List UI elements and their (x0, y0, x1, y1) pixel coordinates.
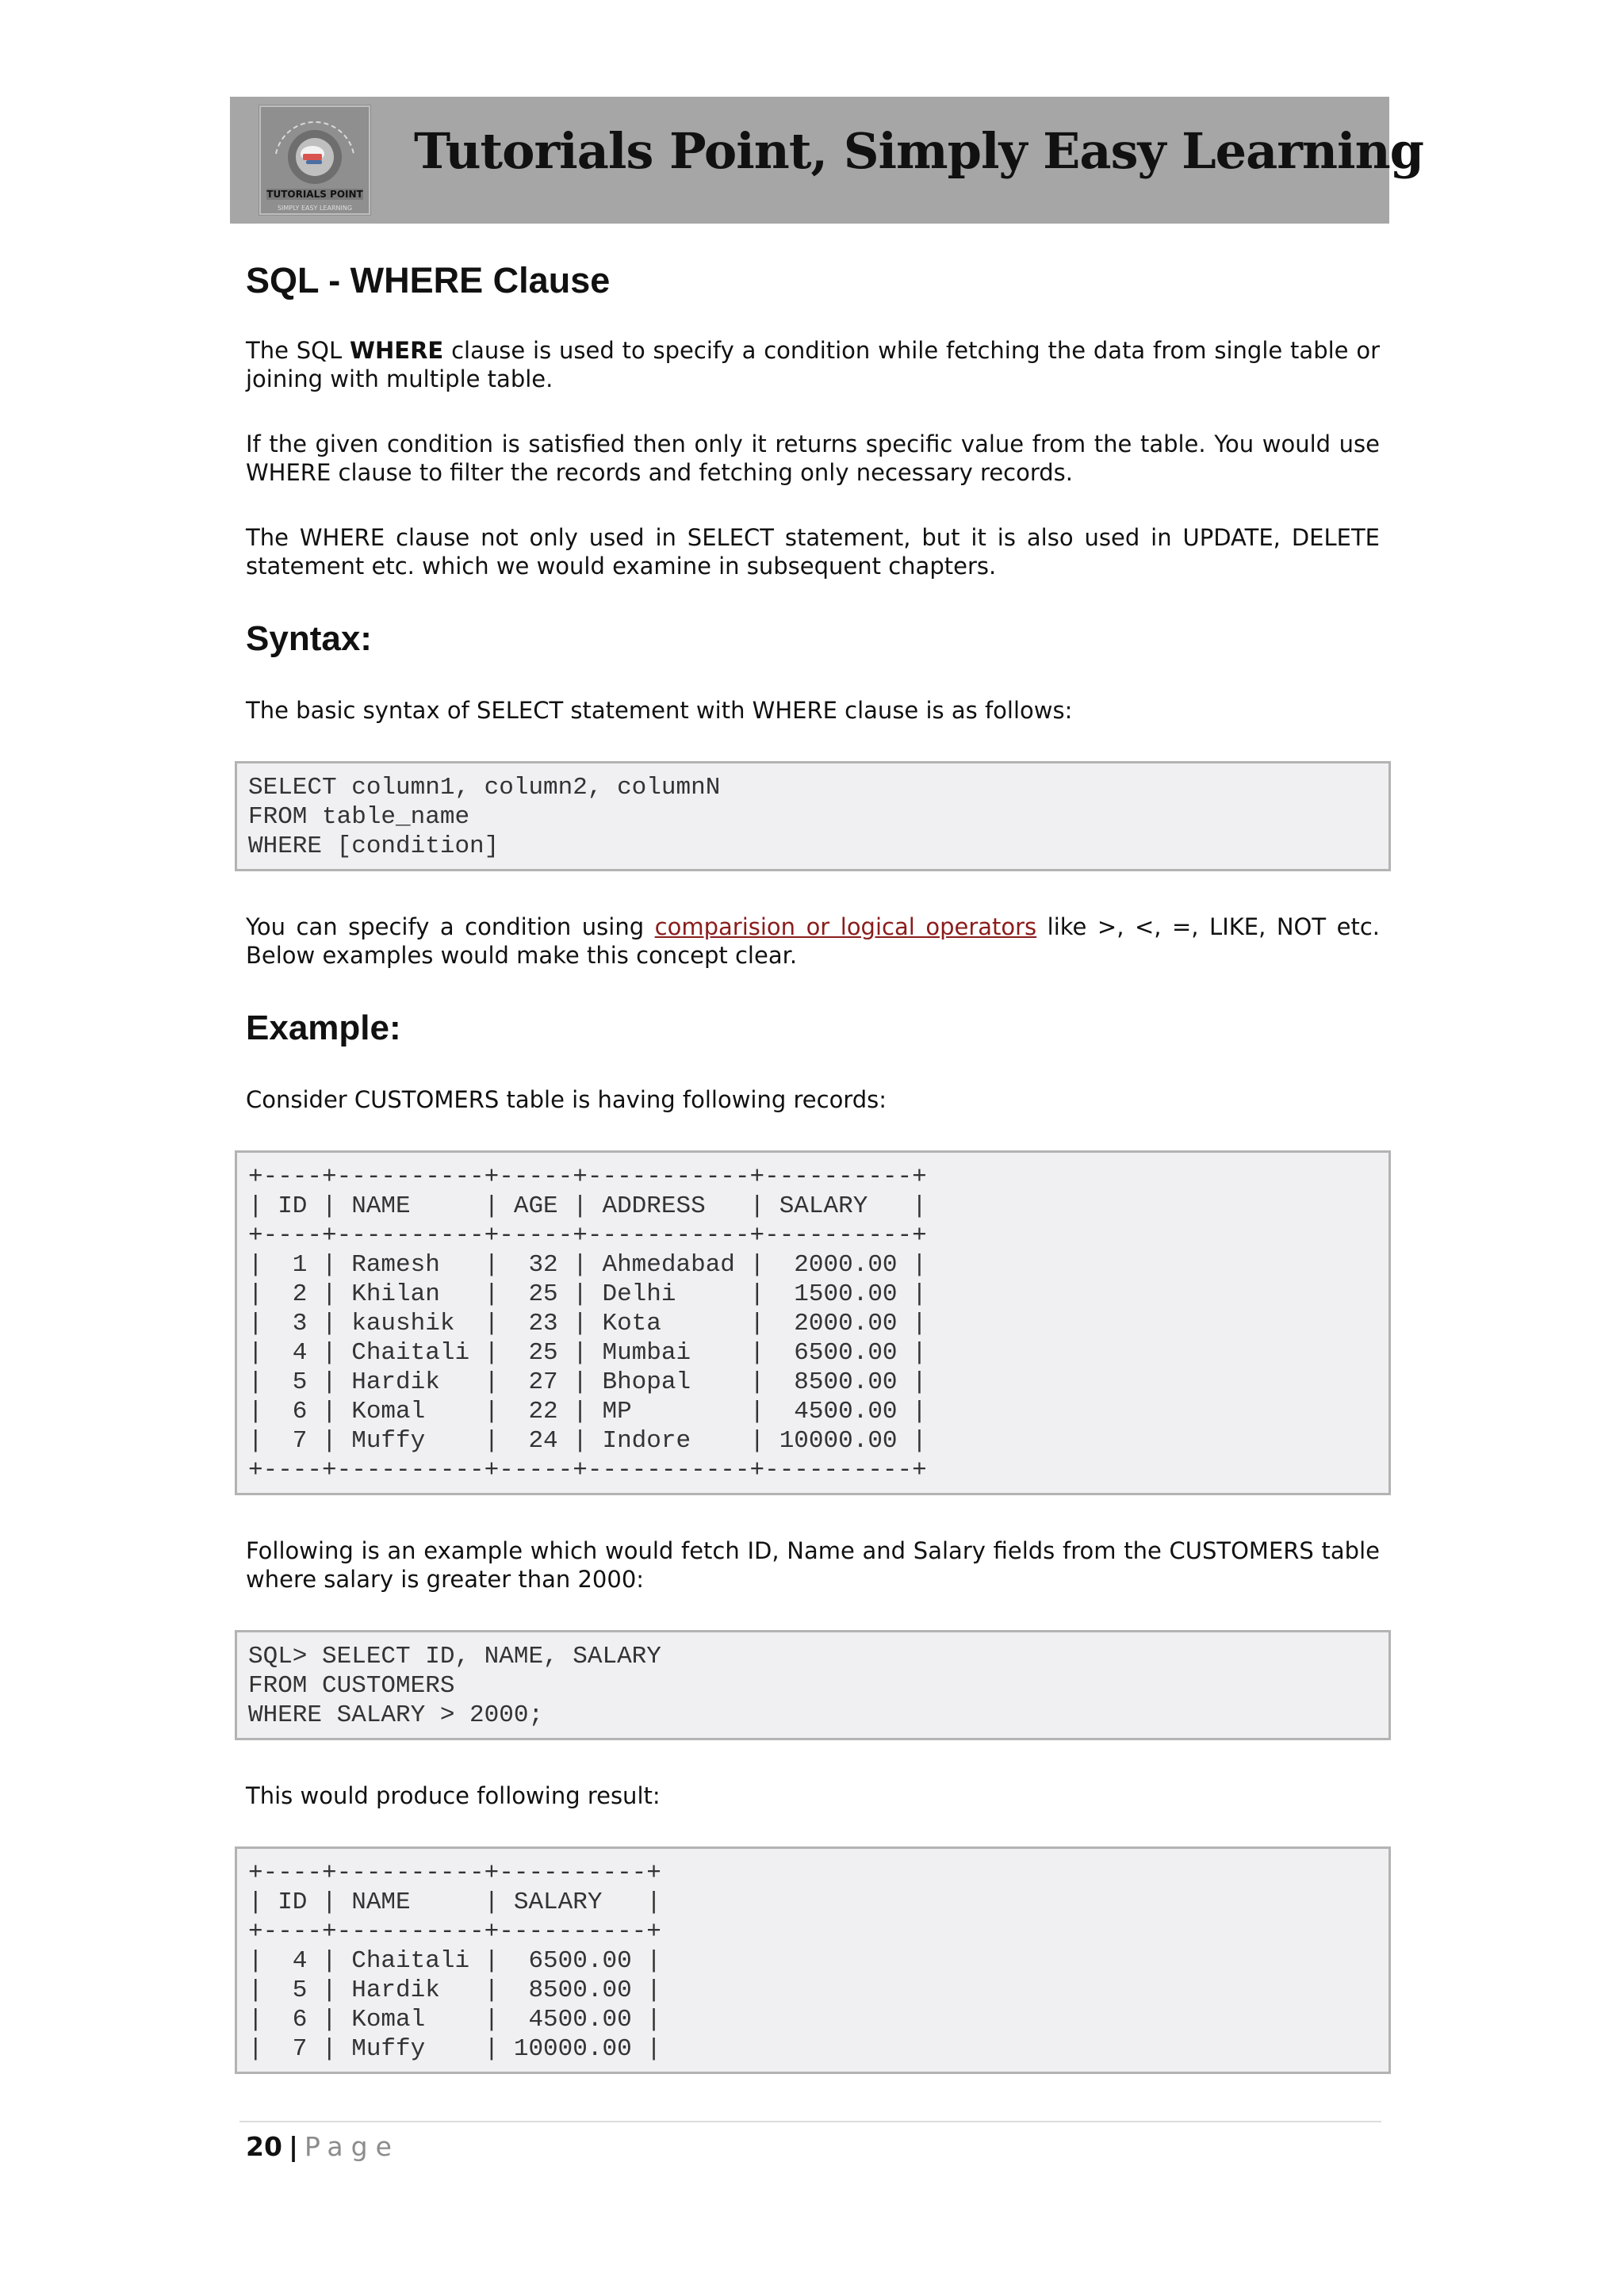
code-line: SELECT column1, column2, columnN (248, 774, 721, 802)
table-line: | ID | NAME | SALARY | (248, 1888, 661, 1916)
code-line: WHERE SALARY > 2000; (248, 1701, 544, 1729)
syntax-intro: The basic syntax of SELECT statement with WHERE clause is as follows: (246, 697, 1073, 724)
page-footer (246, 2131, 400, 2163)
table-line: | 2 | Khilan | 25 | Delhi | 1500.00 | (248, 1280, 927, 1308)
tutorials-point-logo (259, 105, 371, 216)
table-line: +----+----------+-----+-----------+----------+ (248, 1456, 927, 1484)
main-content (246, 258, 1380, 2115)
table-line: | 5 | Hardik | 27 | Bhopal | 8500.00 | (248, 1368, 927, 1396)
svg-text:TUTORIALS POINT: TUTORIALS POINT (266, 189, 363, 200)
footer-separator: | (288, 2131, 298, 2162)
condition-paragraph: If the given condition is satisfied then only it returns specific value from the table. You would use WHERE clause to filter the records and fetching only necessary records. (246, 430, 1380, 486)
table-line: | 3 | kaushik | 23 | Kota | 2000.00 | (248, 1310, 927, 1337)
operators-text-end: like >, <, =, LIKE, NOT etc. Below examples would make this concept clear. (246, 913, 1380, 969)
table-line: +----+----------+----------+ (248, 1918, 661, 1946)
usage-paragraph: The WHERE clause not only used in SELECT statement, but it is also used in UPDATE, DELETE statement etc. which we would examine in subsequent chapters. (246, 524, 1380, 580)
table-line: | 4 | Chaitali | 6500.00 | (248, 1947, 661, 1975)
table-line: | 6 | Komal | 22 | MP | 4500.00 | (248, 1398, 927, 1425)
intro-text-end: clause is used to specify a condition while fetching the data from single table or joining with multiple table. (246, 337, 1381, 392)
result-intro: This would produce following result: (246, 1782, 661, 1809)
syntax-heading: Syntax: (246, 619, 372, 658)
example-intro: Consider CUSTOMERS table is having following records: (246, 1086, 887, 1113)
table-line: | 7 | Muffy | 24 | Indore | 10000.00 | (248, 1427, 927, 1455)
page-label: Page (304, 2131, 400, 2162)
footer-divider (239, 2121, 1381, 2122)
customers-table-block (235, 1150, 1391, 1495)
code-line: SQL> SELECT ID, NAME, SALARY (248, 1643, 661, 1670)
query-intro: Following is an example which would fetch ID, Name and Salary fields from the CUSTOMERS table where salary is greater than 2000: (246, 1537, 1380, 1593)
table-line: | 1 | Ramesh | 32 | Ahmedabad | 2000.00 | (248, 1251, 927, 1279)
example-heading: Example: (246, 1008, 401, 1047)
intro-paragraph (246, 336, 1380, 393)
operators-link[interactable]: comparision or logical operators (654, 913, 1037, 940)
page-header-banner (230, 97, 1424, 224)
code-line: FROM table_name (248, 803, 470, 831)
operators-text-start: You can specify a condition using (246, 913, 655, 940)
table-line: | 6 | Komal | 4500.00 | (248, 2006, 661, 2034)
svg-text:SIMPLY EASY LEARNING: SIMPLY EASY LEARNING (277, 205, 353, 212)
page-number: 20 (246, 2131, 282, 2162)
table-line: | 5 | Hardik | 8500.00 | (248, 1976, 661, 2004)
code-line: WHERE [condition] (248, 832, 500, 860)
query-code-block (235, 1630, 1391, 1740)
syntax-code-block (235, 761, 1391, 871)
operators-paragraph (246, 913, 1380, 970)
table-line: +----+----------+-----+-----------+----------+ (248, 1163, 927, 1191)
result-table-block (235, 1846, 1391, 2074)
intro-text-start: The SQL (246, 337, 350, 364)
table-line: | 4 | Chaitali | 25 | Mumbai | 6500.00 | (248, 1339, 927, 1367)
code-line: FROM CUSTOMERS (248, 1672, 455, 1700)
section-title: SQL - WHERE Clause (246, 260, 611, 300)
site-title: Tutorials Point, Simply Easy Learning (414, 122, 1424, 180)
table-line: +----+----------+----------+ (248, 1859, 661, 1887)
table-line: +----+----------+-----+-----------+----------+ (248, 1222, 927, 1249)
where-keyword: WHERE (350, 337, 444, 364)
table-line: | ID | NAME | AGE | ADDRESS | SALARY | (248, 1192, 927, 1220)
table-line: | 7 | Muffy | 10000.00 | (248, 2035, 661, 2063)
